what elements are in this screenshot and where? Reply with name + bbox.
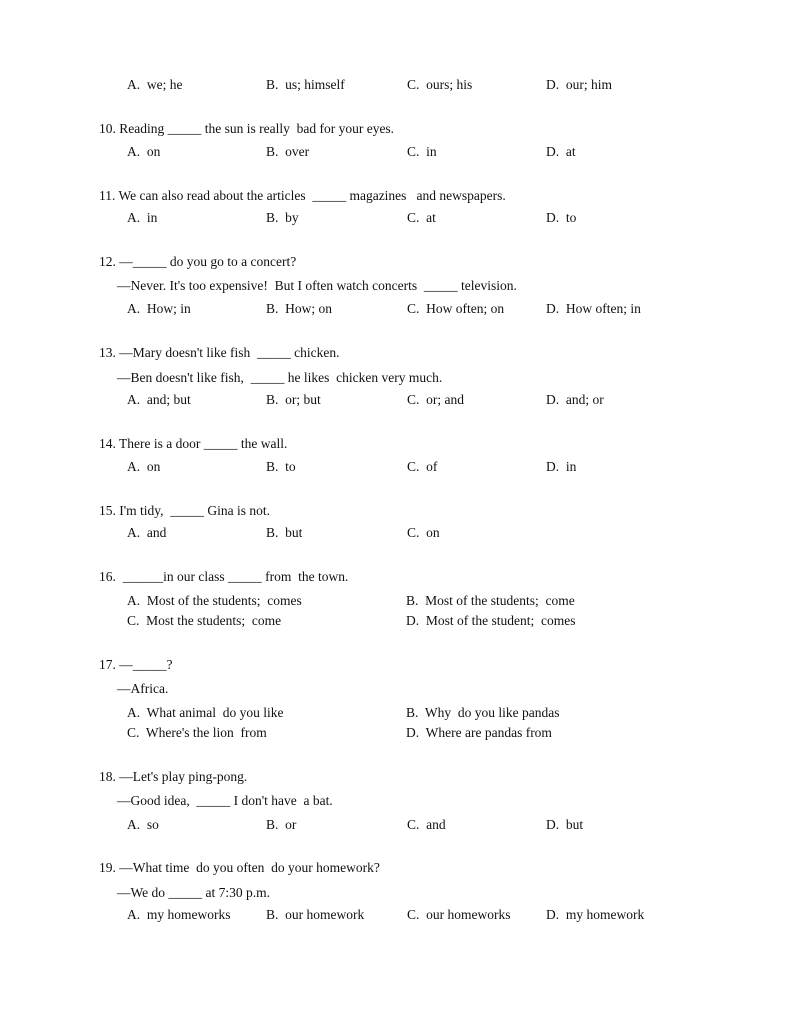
question-stem: 11. We can also read about the articles _____ magazines and newspapers. [99,188,506,203]
option-c: C. Most the students; come [127,613,282,628]
option-b: B. How; on [266,301,333,316]
option-d: D. How often; in [546,301,641,316]
question-dialogue-line: —Never. It's too expensive! But I often watch concerts _____ television. [117,278,517,293]
option-b: B. to [266,459,296,474]
option-c: C. ours; his [407,77,473,92]
option-b: B. or; but [266,392,321,407]
option-c: C. on [407,525,440,540]
question-stem: 19. —What time do you often do your homework? [99,860,380,875]
option-c: C. in [407,144,437,159]
option-c: C. and [407,817,446,832]
option-c: C. at [407,210,436,225]
option-a: A. How; in [127,301,191,316]
option-b: B. Why do you like pandas [406,705,560,720]
option-a: A. and [127,525,167,540]
option-d: D. our; him [546,77,612,92]
option-a: A. and; but [127,392,191,407]
question-dialogue-line: —We do _____ at 7:30 p.m. [117,885,271,900]
question-stem: 17. —_____? [99,657,173,672]
option-b: B. over [266,144,310,159]
option-d: D. at [546,144,576,159]
option-a: A. on [127,144,161,159]
question-stem: 14. There is a door _____ the wall. [99,436,288,451]
option-b: B. us; himself [266,77,345,92]
question-stem: 13. —Mary doesn't like fish _____ chicken. [99,345,340,360]
option-a: A. my homeworks [127,907,231,922]
option-c: C. or; and [407,392,464,407]
option-d: D. and; or [546,392,604,407]
option-c: C. How often; on [407,301,505,316]
option-d: D. Where are pandas from [406,725,552,740]
option-b: B. or [266,817,297,832]
question-stem: 18. —Let's play ping-pong. [99,769,248,784]
question-dialogue-line: —Ben doesn't like fish, _____ he likes chicken very much. [117,370,443,385]
option-d: D. but [546,817,584,832]
question-dialogue-line: —Africa. [117,681,169,696]
option-a: A. in [127,210,158,225]
option-a: A. on [127,459,161,474]
option-c: C. our homeworks [407,907,511,922]
option-a: A. so [127,817,159,832]
question-stem: 10. Reading _____ the sun is really bad for your eyes. [99,121,395,136]
question-dialogue-line: —Good idea, _____ I don't have a bat. [117,793,333,808]
option-a: A. What animal do you like [127,705,284,720]
option-b: B. by [266,210,299,225]
question-stem: 16. ______in our class _____ from the town. [99,569,349,584]
option-a: A. Most of the students; comes [127,593,302,608]
option-b: B. but [266,525,303,540]
option-c: C. Where's the lion from [127,725,267,740]
question-stem: 12. —_____ do you go to a concert? [99,254,297,269]
option-d: D. my homework [546,907,645,922]
option-b: B. our homework [266,907,365,922]
option-a: A. we; he [127,77,183,92]
option-d: D. Most of the student; comes [406,613,576,628]
option-d: D. in [546,459,577,474]
option-c: C. of [407,459,438,474]
option-b: B. Most of the students; come [406,593,575,608]
question-stem: 15. I'm tidy, _____ Gina is not. [99,503,271,518]
option-d: D. to [546,210,577,225]
